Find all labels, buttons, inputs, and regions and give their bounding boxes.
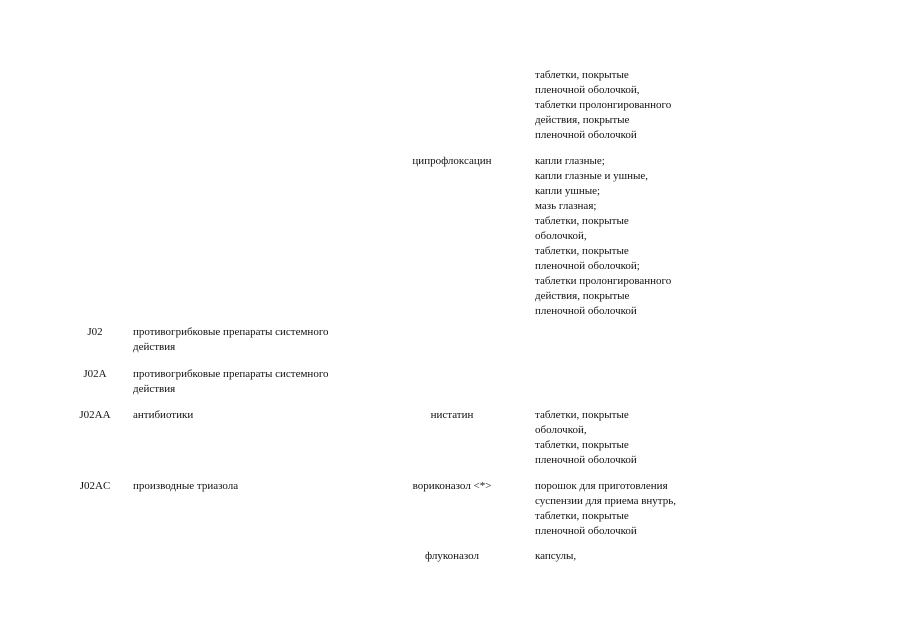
dosage-form-line: таблетки, покрытые (535, 245, 629, 257)
dosage-form-line: оболочкой, (535, 230, 587, 242)
dosage-form-line: пленочной оболочкой (535, 305, 637, 317)
dosage-form-line: порошок для приготовления (535, 480, 668, 492)
group-name: антибиотики (133, 409, 194, 421)
group-name: производные триазола (133, 480, 239, 492)
dosage-forms (535, 479, 735, 539)
dosage-form-line: капсулы, (535, 550, 577, 562)
group-name: противогрибковые препараты системного действия (133, 326, 329, 353)
dosage-form-line: таблетки пролонгированного (535, 275, 672, 287)
dosage-form-line: действия, покрытые (535, 114, 630, 126)
atc-code: J02AC (79, 480, 111, 492)
dosage-form-line: действия, покрытые (535, 290, 630, 302)
group-name: противогрибковые препараты системного действия (133, 368, 329, 395)
dosage-form-line: капли глазные и ушные, (535, 170, 649, 182)
dosage-forms (535, 549, 735, 564)
dosage-form-line: пленочной оболочкой (535, 129, 637, 141)
drug-name: нистатин (430, 409, 474, 421)
dosage-form-line: таблетки, покрытые (535, 510, 629, 522)
drug-name: ципрофлоксацин (412, 155, 492, 167)
dosage-form-line: пленочной оболочкой, (535, 84, 640, 96)
dosage-form-line: таблетки, покрытые (535, 439, 629, 451)
dosage-form-line: оболочкой, (535, 424, 587, 436)
dosage-form-line: таблетки, покрытые (535, 69, 629, 81)
dosage-forms (535, 68, 735, 143)
atc-code: J02 (87, 326, 103, 338)
dosage-form-line: таблетки, покрытые (535, 409, 629, 421)
dosage-forms (535, 154, 735, 319)
dosage-form-line: суспензии для приема внутрь, (535, 495, 677, 507)
dosage-form-line: таблетки, покрытые (535, 215, 629, 227)
dosage-forms (535, 408, 735, 468)
dosage-form-line: мазь глазная; (535, 200, 597, 212)
atc-code: J02A (83, 368, 107, 380)
dosage-form-line: пленочной оболочкой (535, 454, 637, 466)
dosage-form-line: пленочной оболочкой; (535, 260, 640, 272)
dosage-form-line: пленочной оболочкой (535, 525, 637, 537)
drug-name: вориконазол <*> (412, 480, 492, 492)
dosage-form-line: капли ушные; (535, 185, 601, 197)
atc-code: J02AA (79, 409, 111, 421)
drug-name: флуконазол (424, 550, 480, 562)
dosage-form-line: таблетки пролонгированного (535, 99, 672, 111)
dosage-form-line: капли глазные; (535, 155, 605, 167)
